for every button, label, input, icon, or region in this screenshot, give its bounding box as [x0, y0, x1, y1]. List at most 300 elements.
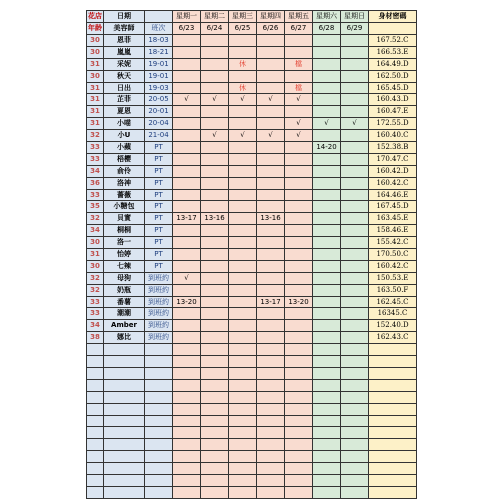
schedule-cell: [229, 70, 257, 82]
schedule-cell: [341, 82, 369, 94]
schedule-cell: [257, 272, 285, 284]
schedule-cell: [257, 320, 285, 332]
age-cell: 30: [87, 46, 104, 58]
table-row: [87, 70, 417, 82]
schedule-cell: [313, 284, 341, 296]
schedule-cell: √: [173, 94, 201, 106]
schedule-cell: [285, 225, 313, 237]
shift-code-cell: 19-01: [145, 58, 173, 70]
empty-cell: [369, 356, 417, 368]
schedule-cell: [229, 35, 257, 47]
empty-cell: [104, 403, 145, 415]
empty-cell: [229, 356, 257, 368]
shift-label: 班次: [145, 23, 173, 35]
shift-code-cell: 18-21: [145, 46, 173, 58]
age-cell: 32: [87, 284, 104, 296]
shift-code-cell: PT: [145, 142, 173, 154]
empty-cell: [173, 367, 201, 379]
age-cell: 31: [87, 82, 104, 94]
table-row: [87, 332, 417, 344]
measurements-cell: 162.43.C: [369, 332, 417, 344]
schedule-cell: [257, 284, 285, 296]
schedule-cell: [313, 225, 341, 237]
table-row: [87, 82, 417, 94]
empty-cell: [201, 391, 229, 403]
shift-code-cell: 19-03: [145, 82, 173, 94]
schedule-cell: [341, 70, 369, 82]
empty-cell: [104, 344, 145, 356]
table-row: [87, 272, 417, 284]
empty-cell: [104, 379, 145, 391]
schedule-cell: [313, 106, 341, 118]
empty-cell: [87, 356, 104, 368]
empty-cell: [341, 451, 369, 463]
empty-cell: [369, 391, 417, 403]
empty-row: [87, 403, 417, 415]
schedule-cell: 休: [229, 58, 257, 70]
table-row: [87, 118, 417, 130]
schedule-cell: [229, 284, 257, 296]
measurements-cell: 160.47.E: [369, 106, 417, 118]
schedule-cell: [173, 332, 201, 344]
empty-cell: [341, 474, 369, 486]
schedule-cell: [173, 320, 201, 332]
stylist-name-cell: 恩菲: [104, 35, 145, 47]
schedule-cell: [201, 320, 229, 332]
empty-cell: [229, 486, 257, 498]
shift-code-cell: PT: [145, 225, 173, 237]
table-row: [87, 189, 417, 201]
age-cell: 33: [87, 153, 104, 165]
empty-cell: [257, 403, 285, 415]
shift-code-cell: PT: [145, 153, 173, 165]
schedule-cell: √: [201, 94, 229, 106]
shift-code-cell: PT: [145, 249, 173, 261]
table-row: [87, 308, 417, 320]
schedule-cell: [229, 118, 257, 130]
empty-cell: [201, 451, 229, 463]
empty-cell: [173, 486, 201, 498]
weekday-4: 星期四: [257, 11, 285, 23]
stylist-name-cell: 潮潮: [104, 308, 145, 320]
table-row: [87, 106, 417, 118]
table-row: [87, 46, 417, 58]
empty-cell: [341, 367, 369, 379]
schedule-cell: 14-20: [313, 142, 341, 154]
measurements-cell: 165.45.D: [369, 82, 417, 94]
measurements-cell: 152.40.D: [369, 320, 417, 332]
age-cell: 36: [87, 177, 104, 189]
empty-row: [87, 486, 417, 498]
table-row: [87, 249, 417, 261]
empty-cell: [145, 403, 173, 415]
schedule-cell: [341, 272, 369, 284]
schedule-cell: √: [229, 94, 257, 106]
schedule-cell: [173, 153, 201, 165]
schedule-cell: [285, 320, 313, 332]
shift-code-cell: PT: [145, 237, 173, 249]
schedule-cell: [257, 332, 285, 344]
empty-cell: [369, 427, 417, 439]
age-cell: 34: [87, 165, 104, 177]
empty-cell: [257, 367, 285, 379]
schedule-cell: [201, 272, 229, 284]
table-row: [87, 237, 417, 249]
table-row: [87, 213, 417, 225]
schedule-cell: [173, 130, 201, 142]
empty-cell: [104, 356, 145, 368]
schedule-cell: [229, 260, 257, 272]
schedule-cell: [285, 308, 313, 320]
header-row-1: [87, 11, 417, 23]
date-label: 日期: [104, 11, 145, 23]
measurements-cell: 150.53.E: [369, 272, 417, 284]
age-cell: 30: [87, 35, 104, 47]
schedule-cell: [229, 46, 257, 58]
schedule-cell: [229, 153, 257, 165]
empty-cell: [369, 451, 417, 463]
weekday-3: 星期三: [229, 11, 257, 23]
schedule-cell: √: [201, 130, 229, 142]
schedule-cell: [313, 332, 341, 344]
schedule-cell: [285, 237, 313, 249]
age-cell: 32: [87, 130, 104, 142]
date-3: 6/25: [229, 23, 257, 35]
schedule-cell: √: [341, 118, 369, 130]
schedule-cell: [285, 46, 313, 58]
empty-cell: [341, 439, 369, 451]
empty-cell: [369, 463, 417, 475]
empty-cell: [87, 474, 104, 486]
measurements-cell: 167.45.D: [369, 201, 417, 213]
schedule-cell: [313, 70, 341, 82]
schedule-cell: [173, 35, 201, 47]
stylist-name-cell: 薔薇: [104, 189, 145, 201]
empty-cell: [313, 403, 341, 415]
schedule-cell: [285, 35, 313, 47]
empty-cell: [341, 427, 369, 439]
schedule-cell: [201, 284, 229, 296]
schedule-cell: [341, 165, 369, 177]
empty-cell: [87, 391, 104, 403]
empty-row: [87, 356, 417, 368]
stylist-name-cell: 母狗: [104, 272, 145, 284]
shift-code-cell: 到班約: [145, 296, 173, 308]
schedule-cell: [173, 142, 201, 154]
age-cell: 30: [87, 237, 104, 249]
schedule-cell: [201, 165, 229, 177]
empty-cell: [229, 379, 257, 391]
schedule-cell: [201, 225, 229, 237]
schedule-cell: [285, 153, 313, 165]
stylist-name-cell: 小蘋: [104, 142, 145, 154]
empty-cell: [257, 344, 285, 356]
schedule-cell: [201, 118, 229, 130]
shift-code-cell: PT: [145, 165, 173, 177]
shift-code-cell: 到班約: [145, 308, 173, 320]
measurements-cell: 160.43.D: [369, 94, 417, 106]
shift-code-cell: PT: [145, 189, 173, 201]
empty-cell: [104, 439, 145, 451]
schedule-cell: √: [313, 118, 341, 130]
age-cell: 38: [87, 332, 104, 344]
stylist-name-cell: 梧樱: [104, 153, 145, 165]
empty-cell: [313, 344, 341, 356]
schedule-cell: [341, 260, 369, 272]
age-cell: 34: [87, 320, 104, 332]
schedule-cell: [229, 296, 257, 308]
stylist-name-cell: 俞伶: [104, 165, 145, 177]
measurements-cell: 164.49.D: [369, 58, 417, 70]
schedule-cell: [257, 201, 285, 213]
empty-cell: [173, 344, 201, 356]
empty-cell: [257, 439, 285, 451]
empty-cell: [145, 391, 173, 403]
empty-cell: [201, 344, 229, 356]
schedule-cell: [201, 308, 229, 320]
shift-code-cell: 到班約: [145, 272, 173, 284]
empty-cell: [229, 403, 257, 415]
schedule-cell: [313, 201, 341, 213]
measurements-cell: 155.42.C: [369, 237, 417, 249]
schedule-cell: [341, 237, 369, 249]
schedule-cell: 13-17: [257, 296, 285, 308]
schedule-cell: [341, 130, 369, 142]
table-row: [87, 35, 417, 47]
schedule-cell: [173, 58, 201, 70]
schedule-cell: [173, 225, 201, 237]
schedule-cell: [201, 46, 229, 58]
schedule-cell: [341, 58, 369, 70]
schedule-cell: [341, 201, 369, 213]
empty-cell: [201, 427, 229, 439]
stylist-name-cell: 日出: [104, 82, 145, 94]
empty-cell: [369, 439, 417, 451]
shift-code-cell: 21-04: [145, 130, 173, 142]
schedule-cell: [313, 153, 341, 165]
schedule-cell: [173, 249, 201, 261]
schedule-cell: [313, 177, 341, 189]
date-6: 6/28: [313, 23, 341, 35]
schedule-cell: 休: [229, 82, 257, 94]
empty-cell: [285, 391, 313, 403]
measurements-cell: 166.53.E: [369, 46, 417, 58]
schedule-cell: [313, 272, 341, 284]
empty-row: [87, 379, 417, 391]
shift-code-cell: PT: [145, 177, 173, 189]
schedule-cell: [341, 106, 369, 118]
table-row: [87, 260, 417, 272]
schedule-cell: [341, 308, 369, 320]
empty-cell: [341, 463, 369, 475]
schedule-cell: [201, 177, 229, 189]
schedule-cell: [257, 225, 285, 237]
empty-cell: [173, 451, 201, 463]
schedule-cell: 13-16: [201, 213, 229, 225]
schedule-cell: [201, 153, 229, 165]
shift-code-cell: 到班約: [145, 320, 173, 332]
age-cell: 32: [87, 272, 104, 284]
schedule-cell: [229, 237, 257, 249]
schedule-cell: [257, 106, 285, 118]
schedule-cell: [341, 249, 369, 261]
schedule-cell: [201, 249, 229, 261]
empty-cell: [257, 486, 285, 498]
schedule-cell: [173, 118, 201, 130]
schedule-cell: √: [229, 130, 257, 142]
empty-cell: [145, 427, 173, 439]
date-5: 6/27: [285, 23, 313, 35]
schedule-cell: [285, 249, 313, 261]
empty-cell: [104, 415, 145, 427]
schedule-cell: [285, 106, 313, 118]
empty-cell: [341, 391, 369, 403]
schedule-cell: [341, 296, 369, 308]
measurements-cell: 163.45.E: [369, 213, 417, 225]
schedule-cell: [341, 142, 369, 154]
schedule-cell: [173, 177, 201, 189]
empty-cell: [341, 356, 369, 368]
shop-label: 花店: [87, 11, 104, 23]
schedule-cell: [313, 213, 341, 225]
empty-cell: [285, 427, 313, 439]
measurements-cell: 158.46.E: [369, 225, 417, 237]
table-row: [87, 94, 417, 106]
measurements-cell: 160.42.C: [369, 260, 417, 272]
empty-cell: [173, 391, 201, 403]
table-row: [87, 296, 417, 308]
schedule-cell: [229, 165, 257, 177]
empty-cell: [285, 403, 313, 415]
empty-cell: [257, 427, 285, 439]
schedule-cell: [313, 165, 341, 177]
age-cell: 35: [87, 201, 104, 213]
stylist-name-cell: 秋天: [104, 70, 145, 82]
schedule-cell: [201, 260, 229, 272]
age-cell: 33: [87, 296, 104, 308]
schedule-cell: [341, 320, 369, 332]
empty-cell: [104, 451, 145, 463]
schedule-cell: [173, 189, 201, 201]
shift-code-cell: 19-01: [145, 70, 173, 82]
empty-cell: [87, 344, 104, 356]
empty-cell: [229, 344, 257, 356]
empty-cell: [341, 403, 369, 415]
schedule-cell: [313, 58, 341, 70]
empty-cell: [145, 379, 173, 391]
schedule-cell: [313, 260, 341, 272]
measurements-cell: 160.42.C: [369, 177, 417, 189]
table-row: [87, 142, 417, 154]
schedule-cell: [341, 153, 369, 165]
empty-cell: [313, 439, 341, 451]
schedule-cell: [313, 130, 341, 142]
schedule-cell: √: [257, 130, 285, 142]
empty-cell: [229, 391, 257, 403]
empty-cell: [313, 367, 341, 379]
schedule-cell: [173, 46, 201, 58]
empty-cell: [313, 474, 341, 486]
schedule-cell: [313, 46, 341, 58]
schedule-cell: [285, 260, 313, 272]
empty-cell: [173, 356, 201, 368]
empty-cell: [201, 474, 229, 486]
schedule-cell: √: [285, 118, 313, 130]
schedule-cell: [173, 70, 201, 82]
age-cell: 30: [87, 260, 104, 272]
empty-cell: [173, 474, 201, 486]
schedule-cell: [285, 177, 313, 189]
schedule-cell: 13-20: [173, 296, 201, 308]
empty-cell: [87, 367, 104, 379]
empty-row: [87, 391, 417, 403]
schedule-cell: [201, 58, 229, 70]
stylist-name-cell: 貝實: [104, 213, 145, 225]
empty-cell: [229, 367, 257, 379]
empty-cell: [173, 439, 201, 451]
empty-cell: [285, 367, 313, 379]
schedule-body: [87, 35, 417, 499]
empty-cell: [87, 415, 104, 427]
empty-row: [87, 451, 417, 463]
schedule-cell: [257, 189, 285, 201]
stylist-name-cell: 嵐嵐: [104, 46, 145, 58]
schedule-cell: [313, 189, 341, 201]
schedule-cell: [229, 272, 257, 284]
schedule-cell: [229, 189, 257, 201]
schedule-cell: [229, 332, 257, 344]
schedule-cell: [257, 58, 285, 70]
stylist-name-cell: 采妮: [104, 58, 145, 70]
schedule-cell: [229, 142, 257, 154]
empty-cell: [285, 486, 313, 498]
empty-cell: [104, 427, 145, 439]
table-row: [87, 153, 417, 165]
schedule-cell: [285, 70, 313, 82]
table-row: [87, 320, 417, 332]
schedule-cell: [257, 70, 285, 82]
schedule-cell: [285, 142, 313, 154]
schedule-cell: [341, 35, 369, 47]
empty-cell: [173, 415, 201, 427]
schedule-cell: [285, 201, 313, 213]
measurements-cell: 170.50.C: [369, 249, 417, 261]
empty-cell: [369, 367, 417, 379]
schedule-cell: [285, 213, 313, 225]
schedule-cell: [173, 284, 201, 296]
schedule-cell: √: [173, 272, 201, 284]
schedule-cell: [313, 320, 341, 332]
schedule-table: [86, 10, 417, 499]
schedule-cell: [229, 308, 257, 320]
empty-cell: [229, 451, 257, 463]
schedule-cell: [201, 82, 229, 94]
schedule-cell: [173, 260, 201, 272]
weekday-7: 星期日: [341, 11, 369, 23]
empty-row: [87, 427, 417, 439]
header-row-2: [87, 23, 417, 35]
age-cell: 31: [87, 118, 104, 130]
empty-row: [87, 474, 417, 486]
age-cell: 32: [87, 213, 104, 225]
empty-cell: [201, 415, 229, 427]
stylist-name-cell: 怡婷: [104, 249, 145, 261]
schedule-cell: [257, 82, 285, 94]
shift-code-cell: 20-05: [145, 94, 173, 106]
shift-code-cell: 20-04: [145, 118, 173, 130]
schedule-cell: [173, 237, 201, 249]
schedule-cell: [229, 201, 257, 213]
